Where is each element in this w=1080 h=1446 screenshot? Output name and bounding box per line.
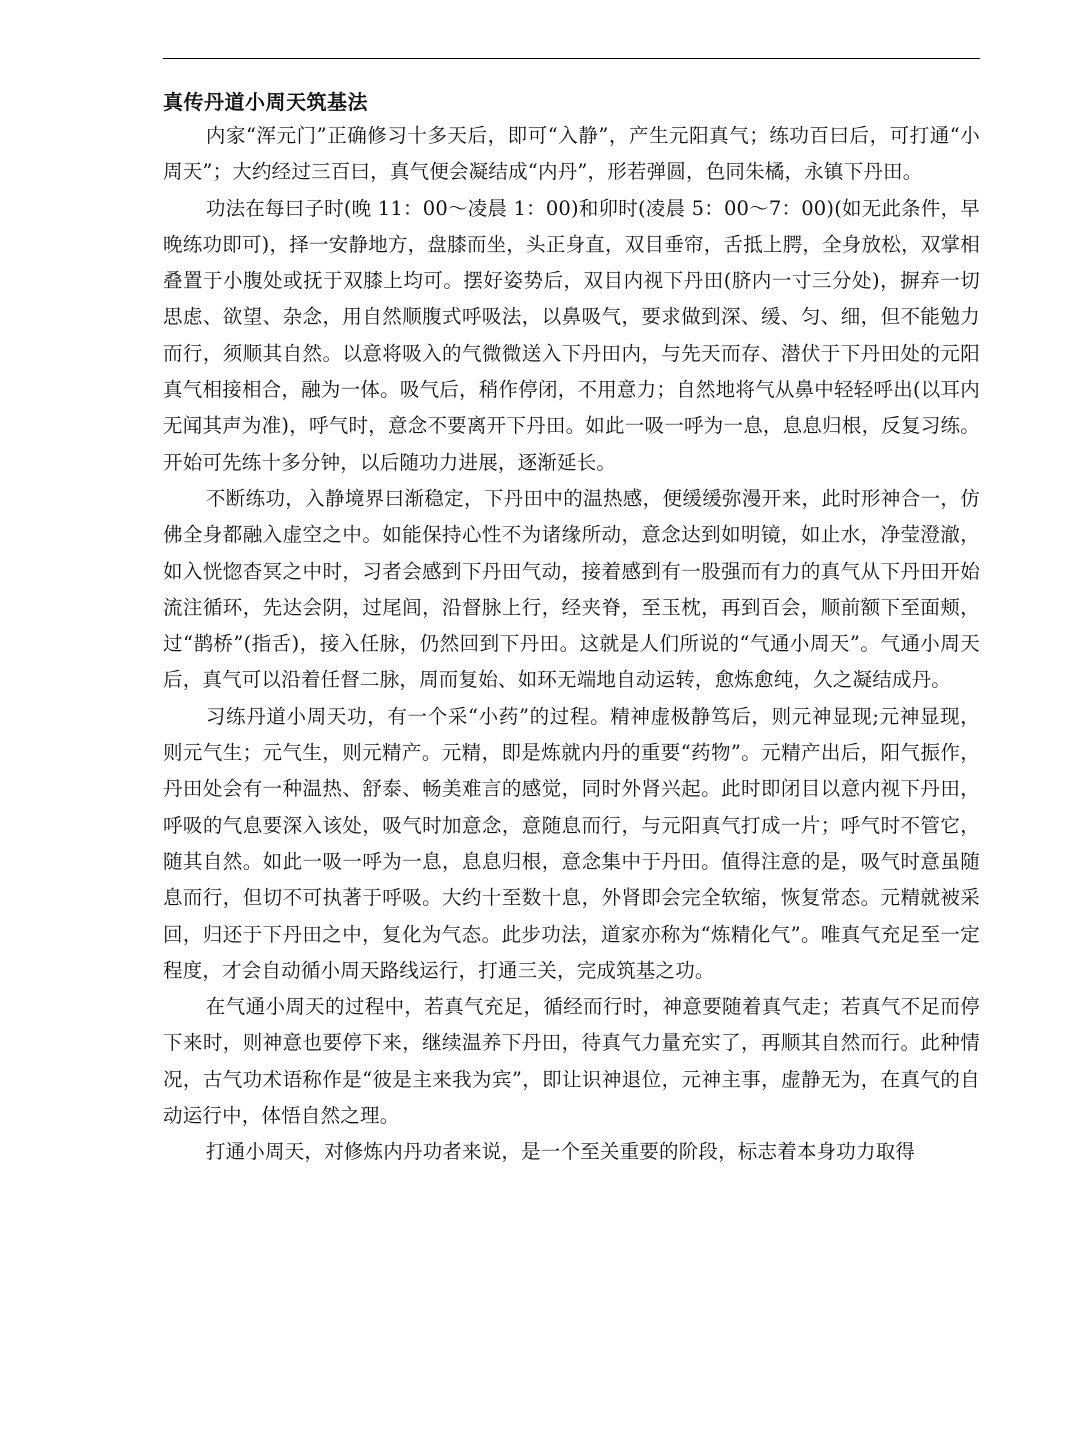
- document-body: [163, 86, 980, 1171]
- document-title: 真传丹道小周天筑基法: [163, 90, 368, 114]
- paragraph-4: 习练丹道小周天功，有一个采“小药”的过程。精神虚极静笃后，则元神显现;元神显现，则元气生；元气生，则元精产。元精，即是炼就内丹的重要“药物”。元精产出后，阳气振作，丹田处会有一种温热、舒泰、畅美难言的感觉，同时外肾兴起。此时即闭目以意内视下丹田，呼吸的气息要深入该处，吸气时加意念，意随息而行，与元阳真气打成一片；呼气时不管它，随其自然。如此一吸一呼为一息，息息归根，意念集中于丹田。值得注意的是，吸气时意虽随息而行，但切不可执著于呼吸。大约十至数十息，外肾即会完全软缩，恢复常态。元精就被采回，归还于下丹田之中，复化为气态。此步功法，道家亦称为“炼精化气”。唯真气充足至一定程度，才会自动循小周天路线运行，打通三关，完成筑基之功。: [163, 704, 980, 982]
- header-rule: [163, 58, 980, 59]
- paragraph-2: 功法在每曰子时(晚 11：00～凌晨 1：00)和卯时(凌晨 5：00～7：00)(如无此条件，早晚练功即可)，择一安静地方，盘膝而坐，头正身直，双目垂帘，舌抵上腭，全身放松，双掌相叠置于小腹处或抚于双膝上均可。摆好姿势后，双目内视下丹田(脐内一寸三分处)，摒弃一切思虑、欲望、杂念，用自然顺腹式呼吸法，以鼻吸气，要求做到深、缓、匀、细，但不能勉力而行，须顺其自然。以意将吸入的气微微送入下丹田内，与先天而存、潜伏于下丹田处的元阳真气相接相合，融为一体。吸气后，稍作停闭，不用意力；自然地将气从鼻中轻轻呼出(以耳内无闻其声为准)，呼气时，意念不要离开下丹田。如此一吸一呼为一息，息息归根，反复习练。开始可先练十多分钟，以后随功力进展，逐渐延长。: [163, 196, 980, 474]
- paragraph-3: 不断练功，入静境界曰渐稳定，下丹田中的温热感，便缓缓弥漫开来，此时形神合一，仿佛全身都融入虚空之中。如能保持心性不为诸缘所动，意念达到如明镜，如止水，净莹澄澈，如入恍惚杳冥之中时，习者会感到下丹田气动，接着感到有一股强而有力的真气从下丹田开始流注循环，先达会阴，过尾闾，沿督脉上行，经夹脊，至玉枕，再到百会，顺前额下至面颊，过“鹊桥”(指舌)，接入任脉，仍然回到下丹田。这就是人们所说的“气通小周天”。气通小周天后，真气可以沿着任督二脉，周而复始、如环无端地自动运转，愈炼愈纯，久之凝结成丹。: [163, 486, 980, 692]
- paragraph-1: 内家“浑元门”正确修习十多天后，即可“入静”，产生元阳真气；练功百曰后，可打通“小周天”；大约经过三百曰，真气便会凝结成“内丹”，形若弹圆，色同朱橘，永镇下丹田。: [163, 124, 980, 184]
- paragraph-5: 在气通小周天的过程中，若真气充足，循经而行时，神意要随着真气走；若真气不足而停下来时，则神意也要停下来，继续温养下丹田，待真气力量充实了，再顺其自然而行。此种情况，古气功术语称作是“彼是主来我为宾”，即让识神退位，元神主事，虚静无为，在真气的自动运行中，体悟自然之理。: [163, 995, 980, 1128]
- paragraph-6: 打通小周天，对修炼内丹功者来说，是一个至关重要的阶段，标志着本身功力取得: [205, 1140, 916, 1164]
